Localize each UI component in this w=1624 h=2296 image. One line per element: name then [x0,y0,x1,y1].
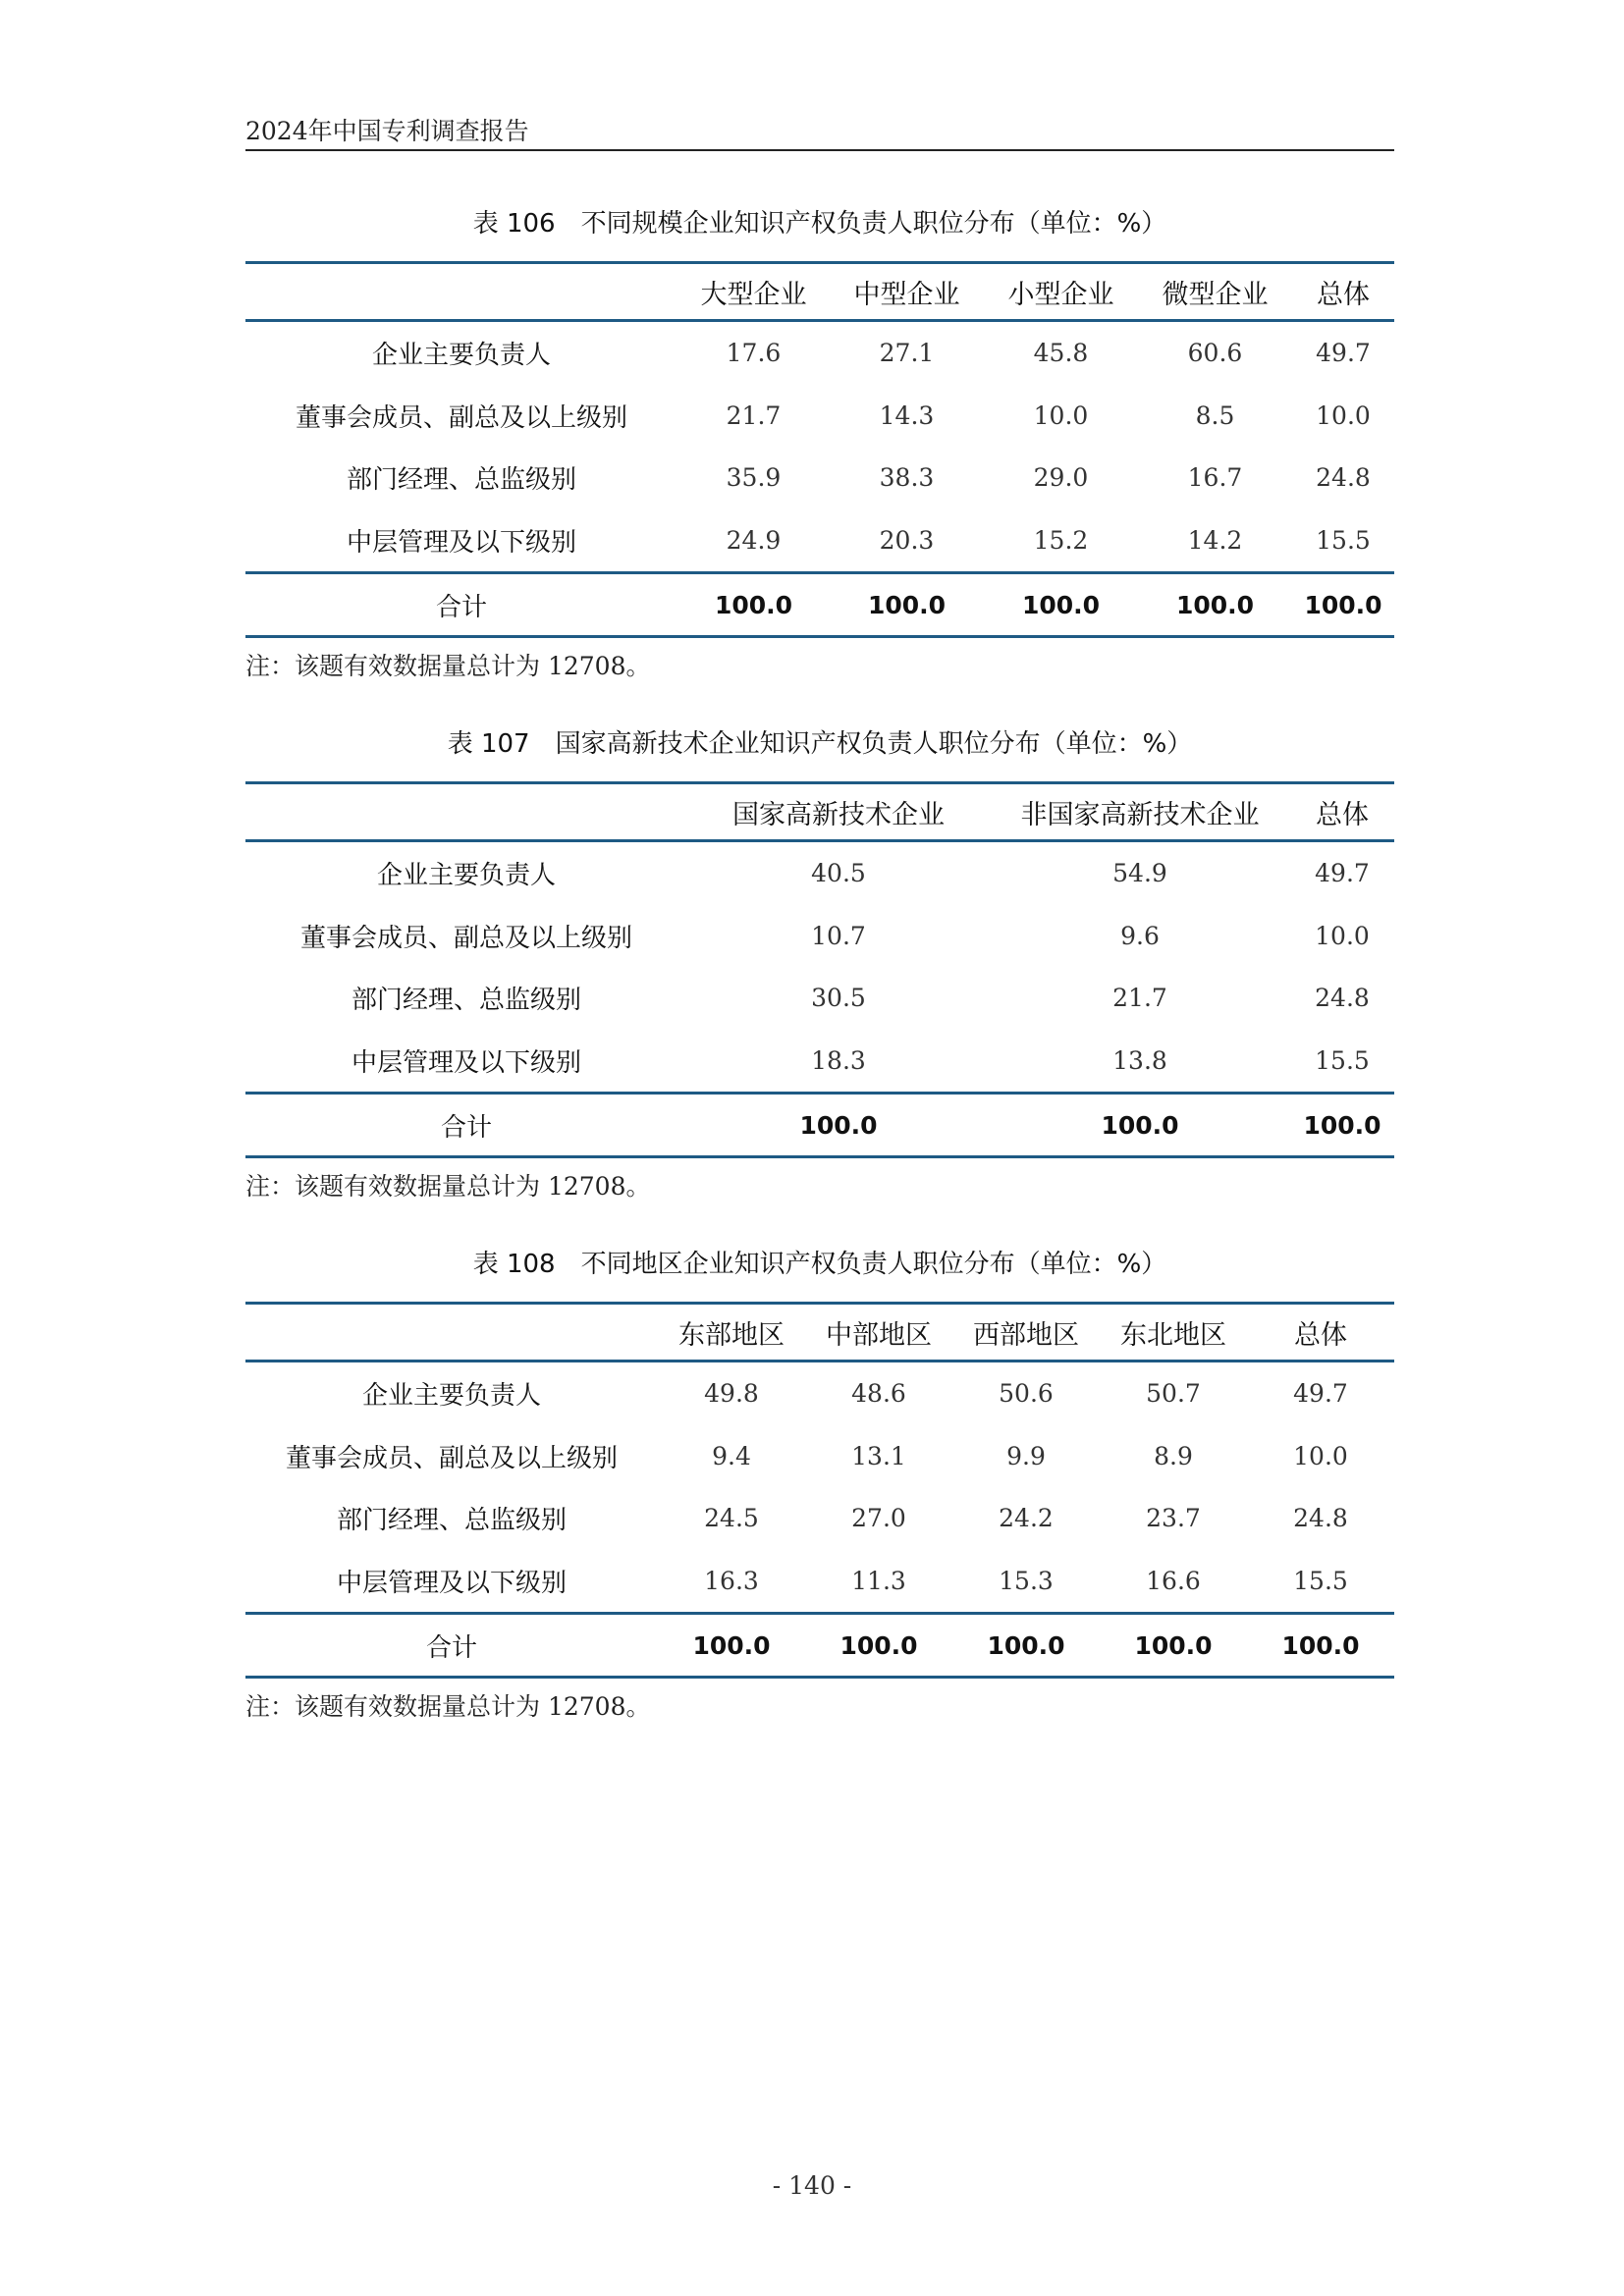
total-cell: 100.0 [1290,1094,1394,1157]
total-label: 合计 [245,1094,687,1157]
table-row [245,321,1394,385]
table-108 [245,1302,1394,1679]
table-106-note: 注：该题有效数据量总计为 12708。 [245,652,651,680]
column-header: 微型企业 [1138,263,1292,321]
table-cell: 48.6 [851,1379,906,1409]
table-107-title: 表 107 国家高新技术企业知识产权负责人职位分布（单位：%） [447,729,1193,759]
table-cell: 8.9 [1154,1441,1193,1470]
row-label: 董事会成员、副总及以上级别 [285,1443,618,1473]
table-cell: 9.9 [1006,1441,1046,1470]
table-row [245,447,1394,509]
table-cell: 11.3 [851,1566,906,1595]
column-header: 总体 [1292,263,1394,321]
table-cell: 50.7 [1146,1379,1201,1409]
table-row [245,1425,1394,1488]
row-label: 企业主要负责人 [361,1381,541,1412]
table-cell: 49.8 [704,1379,759,1409]
running-header: 2024年中国专利调查报告 [245,117,529,145]
total-label: 合计 [245,573,677,637]
column-header: 中型企业 [830,263,984,321]
table-cell: 60.6 [1187,339,1243,368]
column-header: 东部地区 [658,1304,805,1362]
column-header: 非国家高新技术企业 [990,783,1290,841]
row-label: 部门经理、总监级别 [351,986,581,1016]
row-label: 董事会成员、副总及以上级别 [299,923,632,953]
row-label: 部门经理、总监级别 [336,1506,567,1536]
table-cell: 35.9 [726,463,782,493]
table-cell: 24.2 [999,1504,1054,1533]
table-cell: 13.8 [1112,1045,1167,1075]
table-row [245,509,1394,573]
table-cell: 14.2 [1187,525,1243,555]
table-row [245,1030,1394,1094]
total-cell: 100.0 [677,573,830,637]
total-cell: 100.0 [1100,1614,1247,1678]
table-header-row [245,1304,1394,1362]
total-cell: 100.0 [658,1614,805,1678]
total-row [245,573,1394,637]
row-label: 中层管理及以下级别 [346,527,576,558]
row-label: 企业主要负责人 [371,341,551,371]
total-cell: 100.0 [984,573,1138,637]
table-cell: 24.8 [1316,463,1371,493]
column-header: 东北地区 [1100,1304,1247,1362]
total-cell: 100.0 [1292,573,1394,637]
row-label: 董事会成员、副总及以上级别 [295,402,627,433]
table-107 [245,781,1394,1158]
table-row [245,385,1394,448]
total-cell: 100.0 [805,1614,952,1678]
header-cell-empty [245,783,687,841]
column-header: 大型企业 [677,263,830,321]
total-cell: 100.0 [990,1094,1290,1157]
table-row [245,1550,1394,1614]
table-cell: 15.5 [1315,1045,1370,1075]
table-cell: 24.8 [1293,1504,1348,1533]
table-cell: 16.6 [1146,1566,1201,1595]
total-label: 合计 [245,1614,658,1678]
table-cell: 29.0 [1033,463,1089,493]
page-number: - 140 - [772,2171,852,2200]
table-cell: 54.9 [1112,859,1167,888]
table-cell: 24.9 [726,525,782,555]
column-header: 小型企业 [984,263,1138,321]
table-cell: 15.2 [1033,525,1089,555]
table-cell: 15.5 [1293,1566,1348,1595]
table-cell: 49.7 [1293,1379,1348,1409]
table-row [245,1362,1394,1425]
table-106 [245,261,1394,638]
total-cell: 100.0 [830,573,984,637]
table-108-title: 表 108 不同地区企业知识产权负责人职位分布（单位：%） [472,1250,1167,1279]
table-cell: 16.7 [1187,463,1243,493]
total-row [245,1094,1394,1157]
table-cell: 30.5 [811,984,866,1013]
total-cell: 100.0 [1247,1614,1394,1678]
total-cell: 100.0 [952,1614,1100,1678]
table-cell: 40.5 [811,859,866,888]
header-rule [245,149,1394,151]
table-cell: 15.5 [1316,525,1371,555]
table-cell: 9.4 [712,1441,751,1470]
column-header: 总体 [1247,1304,1394,1362]
table-header-row [245,263,1394,321]
table-cell: 17.6 [726,339,782,368]
table-cell: 10.0 [1033,400,1089,430]
table-107-note: 注：该题有效数据量总计为 12708。 [245,1172,651,1201]
table-cell: 49.7 [1316,339,1371,368]
table-row [245,905,1394,968]
table-cell: 23.7 [1146,1504,1201,1533]
table-cell: 16.3 [704,1566,759,1595]
row-label: 中层管理及以下级别 [336,1568,567,1598]
table-cell: 10.0 [1316,400,1371,430]
row-label: 部门经理、总监级别 [346,465,576,496]
row-label: 中层管理及以下级别 [351,1047,581,1078]
column-header: 国家高新技术企业 [687,783,990,841]
header-cell-empty [245,263,677,321]
table-cell: 10.7 [811,921,866,950]
table-cell: 20.3 [879,525,935,555]
table-cell: 8.5 [1195,400,1235,430]
table-cell: 13.1 [851,1441,906,1470]
table-cell: 9.6 [1120,921,1160,950]
total-row [245,1614,1394,1678]
column-header: 西部地区 [952,1304,1100,1362]
table-106-title: 表 106 不同规模企业知识产权负责人职位分布（单位：%） [472,209,1167,239]
table-cell: 45.8 [1033,339,1089,368]
table-cell: 49.7 [1315,859,1370,888]
table-row [245,841,1394,905]
table-cell: 21.7 [726,400,782,430]
table-row [245,1487,1394,1550]
table-cell: 50.6 [999,1379,1054,1409]
row-label: 企业主要负责人 [376,861,556,891]
table-cell: 38.3 [879,463,935,493]
table-cell: 21.7 [1112,984,1167,1013]
table-row [245,967,1394,1030]
table-cell: 10.0 [1315,921,1370,950]
column-header: 中部地区 [805,1304,952,1362]
table-108-note: 注：该题有效数据量总计为 12708。 [245,1692,651,1721]
total-cell: 100.0 [1138,573,1292,637]
table-cell: 27.1 [879,339,935,368]
column-header: 总体 [1290,783,1394,841]
table-cell: 14.3 [879,400,935,430]
table-cell: 27.0 [851,1504,906,1533]
header-cell-empty [245,1304,658,1362]
table-cell: 18.3 [811,1045,866,1075]
table-cell: 24.8 [1315,984,1370,1013]
table-cell: 15.3 [999,1566,1054,1595]
table-cell: 10.0 [1293,1441,1348,1470]
table-header-row [245,783,1394,841]
table-cell: 24.5 [704,1504,759,1533]
total-cell: 100.0 [687,1094,990,1157]
